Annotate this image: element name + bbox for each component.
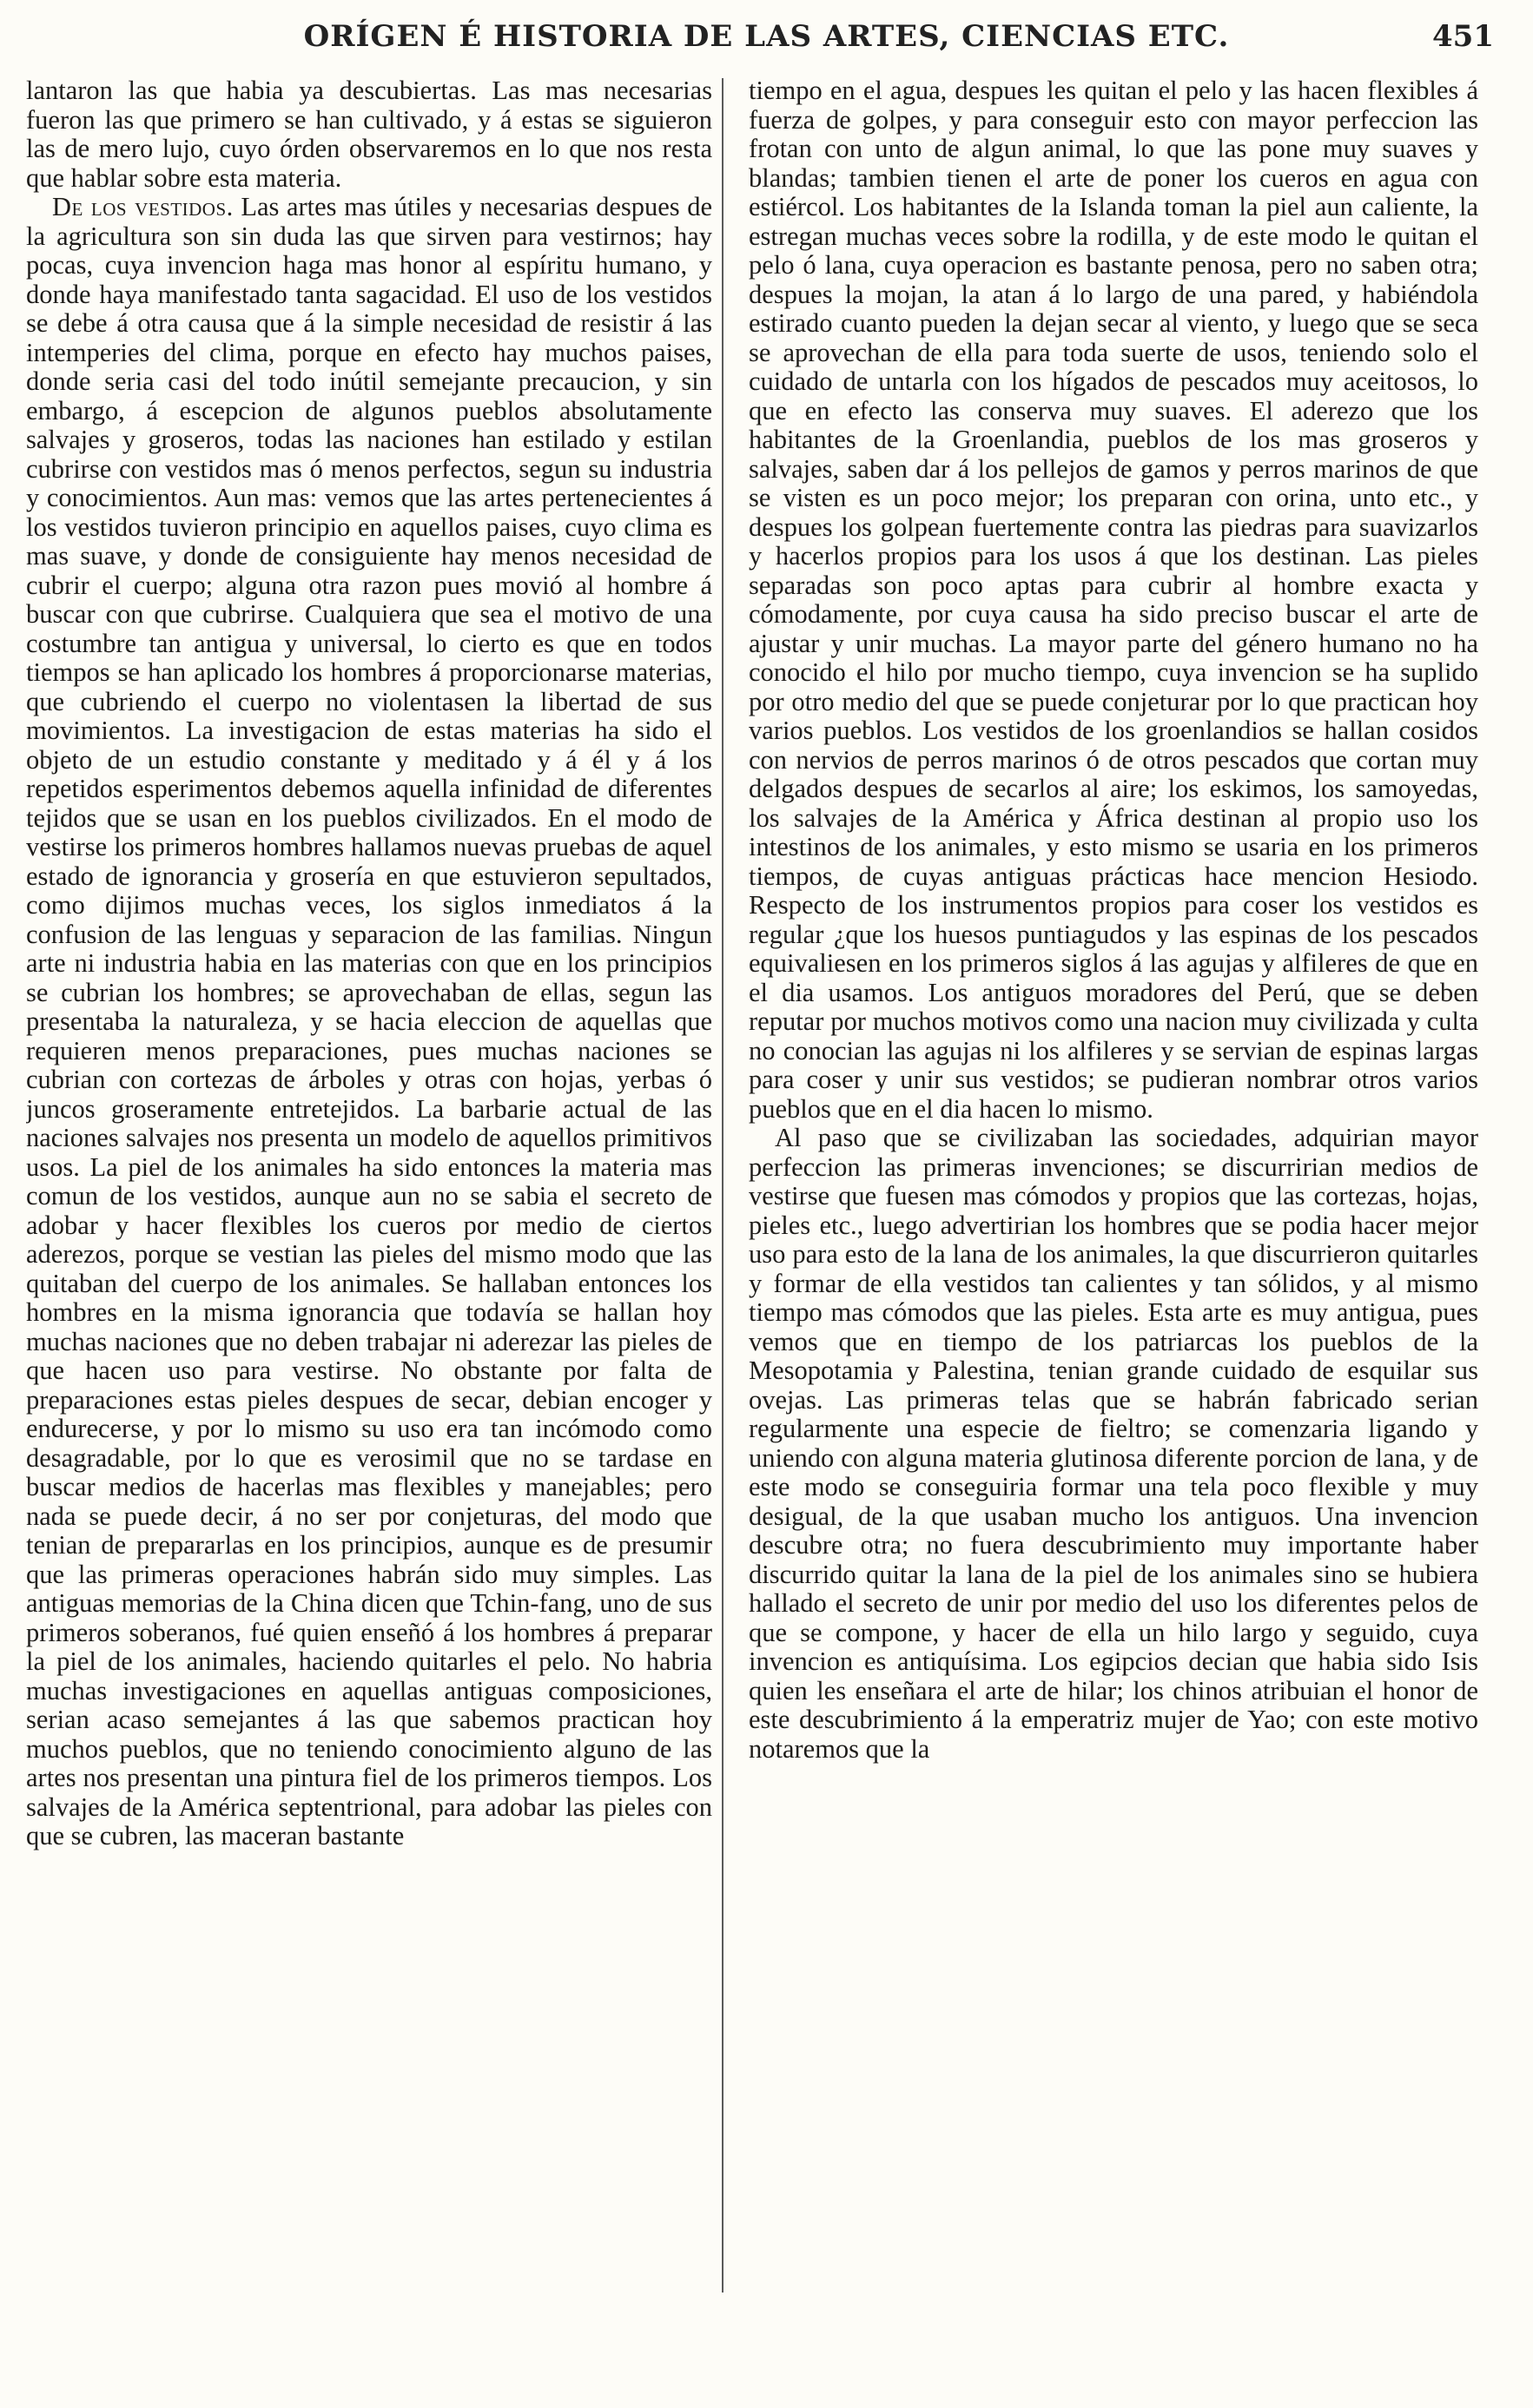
right-column <box>749 76 1478 2299</box>
paragraph <box>26 193 712 1851</box>
paragraph-body: Las artes mas útiles y necesarias despues de la agricultura son sin duda las que sirven para vestirnos; hay pocas, cuya invencion haga mas honor al espíritu humano, y donde haya manifestado tanta sagacidad. El uso de los vestidos se debe á otra causa que á la simple necesidad de resistir á las intemperies del clima, porque en efecto hay muchos paises, donde seria casi del todo inútil semejante precaucion, y sin embargo, á escepcion de algunos pueblos absolutamente salvajes y groseros, todas las naciones han estilado y estilan cubrirse con vestidos mas ó menos perfectos, segun su industria y conocimientos. Aun mas: vemos que las artes pertenecientes á los vestidos tuvieron principio en aquellos paises, cuyo clima es mas suave, y donde de consiguiente hay menos necesidad de cubrir el cuerpo; alguna otra razon pues movió al hombre á buscar con que cubrirse. Cualquiera que sea el motivo de una costumbre tan antigua y universal, lo cierto es que en todos tiempos se han aplicado los hombres á proporcionarse materias, que cubriendo el cuerpo no violentasen la libertad de sus movimientos. La investigacion de estas materias ha sido el objeto de un estudio constante y meditado y á él y á los repetidos esperimentos debemos aquella infinidad de diferentes tejidos que se usan en los pueblos civilizados. En el modo de vestirse los primeros hombres hallamos nuevas pruebas de aquel estado de ignorancia y grosería en que estuvieron sepultados, como dijimos muchas veces, los siglos inmediatos á la confusion de las lenguas y separacion de las familias. Ningun arte ni industria habia en las materias con que en los principios se cubrian los hombres; se aprovechaban de ellas, segun las presentaba la naturaleza, y se hacia eleccion de aquellas que requieren menos preparaciones, pues muchas naciones se cubrian con cortezas de árboles y otras con hojas, yerbas ó juncos groseramente entretejidos. La barbarie actual de las naciones salvajes nos presenta un modelo de aquellos primitivos usos. La piel de los animales ha sido entonces la materia mas comun de los vestidos, aunque aun no se sabia el secreto de adobar y hacer flexibles los cueros por medio de ciertos aderezos, porque se vestian las pieles del mismo modo que las quitaban del cuerpo de los animales. Se hallaban entonces los hombres en la misma ignorancia que todavía se hallan hoy muchas naciones que no deben trabajar ni aderezar las pieles de que hacen uso para vestirse. No obstante por falta de preparaciones estas pieles despues de secar, debian encoger y endurecerse, y por lo mismo su uso era tan incómodo como desagradable, por lo que es verosimil que no se tardase en buscar medios de hacerlas mas flexibles y manejables; pero nada se puede decir, á no ser por conjeturas, del modo que tenian de prepararlas en los principios, aunque es de presumir que las primeras operaciones habrán sido muy simples. Las antiguas memorias de la China dicen que Tchin-fang, uno de sus primeros soberanos, fué quien enseñó á los hombres á preparar la piel de los animales, haciendo quitarles el pelo. No habria muchas investigaciones en aquellas antiguas composiciones, serian acaso semejantes á las que sabemos practican hoy muchos pueblos, que no teniendo conocimiento alguno de las artes nos presentan una pintura fiel de los primeros tiempos. Los salvajes de la América septentrional, para adobar las pieles con que se cubren, las maceran bastante <box>26 192 712 1851</box>
left-column <box>26 76 712 2299</box>
column-divider <box>722 78 724 2293</box>
paragraph: Al paso que se civilizaban las sociedades, adquirian mayor perfeccion las primeras invenciones; se discurririan medios de vestirse que fuesen mas cómodos y propios que las cortezas, hojas, pieles etc., luego advertirian los hombres que se podia hacer mejor uso para esto de la lana de los animales, la que discurrieron quitarles y formar de ella vestidos tan calientes y tan sólidos, y al mismo tiempo mas cómodos que las pieles. Esta arte es muy antigua, pues vemos que en tiempo de los patriarcas los pueblos de la Mesopotamia y Palestina, tenian grande cuidado de esquilar sus ovejas. Las primeras telas que se habrán fabricado serian regularmente una especie de fieltro; se comenzaria ligando y uniendo con alguna materia glutinosa diferente porcion de lana, y de este modo se conseguiria formar una tela poco flexible y muy desigual, de la que usaban mucho los antiguos. Una invencion descubre otra; no fuera descubrimiento muy importante haber discurrido quitar la lana de la piel de los animales sino se hubiera hallado el secreto de unir por medio del uso los diferentes pelos de que se compone, y hacer de ella un hilo largo y seguido, cuya invencion es antiquísima. Los egipcios decian que habia sido Isis quien les enseñara el arte de hilar; los chinos atribuian el honor de este descubrimiento á la emperatriz mujer de Yao; con este motivo notaremos que la <box>749 1123 1478 1764</box>
paragraph: tiempo en el agua, despues les quitan el pelo y las hacen flexibles á fuerza de golpes, y para conseguir esto con mayor perfeccion las frotan con unto de algun animal, lo que las pone muy suaves y blandas; tambien tienen el arte de poner los cueros en agua con estiércol. Los habitantes de la Islanda toman la piel aun caliente, la estregan muchas veces sobre la rodilla, y de este modo le quitan el pelo ó lana, cuya operacion es bastante penosa, pero no saben otra; despues la mojan, la atan á lo largo de una pared, y habiéndola estirado cuanto pueden la dejan secar al viento, y luego que se seca se aprovechan de ella para toda suerte de usos, teniendo solo el cuidado de untarla con los hígados de pescados muy aceitosos, lo que en efecto las conserva muy suaves. El aderezo que los habitantes de la Groenlandia, pueblos de los mas groseros y salvajes, saben dar á los pellejos de gamos y perros marinos de que se visten es un poco mejor; los preparan con orina, unto etc., y despues los golpean fuertemente contra las piedras para suavizarlos y hacerlos propios para los usos á que los destinan. Las pieles separadas son poco aptas para cubrir al hombre exacta y cómodamente, por cuya causa ha sido preciso buscar el arte de ajustar y unir muchas. La mayor parte del género humano no ha conocido el hilo por mucho tiempo, cuya invencion se ha suplido por otro medio del que se puede conjeturar por lo que practican hoy varios pueblos. Los vestidos de los groenlandios se hallan cosidos con nervios de perros marinos ó de otros pescados que cortan muy delgados despues de secarlos al aire; los eskimos, los samoyedas, los salvajes de la América y África destinan al propio uso los intestinos de los animales, y esto mismo se usaria en los primeros tiempos, de cuyas antiguas prácticas hace mencion Hesiodo. Respecto de los instrumentos propios para coser los vestidos es regular ¿que los huesos puntiagudos y las espinas de los pescados equivaliesen en los primeros siglos á las agujas y alfileres de que en el dia usamos. Los antiguos moradores del Perú, que se deben reputar por muchos motivos como una nacion muy civilizada y culta no conocian las agujas ni los alfileres y se servian de espinas largas para coser y unir sus vestidos; se pudieran nombrar otros varios pueblos que en el dia hacen lo mismo. <box>749 76 1478 1124</box>
page-number: 451 <box>1432 19 1494 54</box>
running-head <box>0 19 1533 63</box>
paragraph: lantaron las que habia ya descubiertas. Las mas necesarias fueron las que primero se han cultivado, y á estas se siguieron las de mero lujo, cuyo órden observaremos en lo que nos resta que hablar sobre esta materia. <box>26 76 712 193</box>
section-heading: De los vestidos. <box>52 192 234 221</box>
running-title: ORÍGEN É HISTORIA DE LAS ARTES, CIENCIAS ETC. <box>303 19 1230 54</box>
